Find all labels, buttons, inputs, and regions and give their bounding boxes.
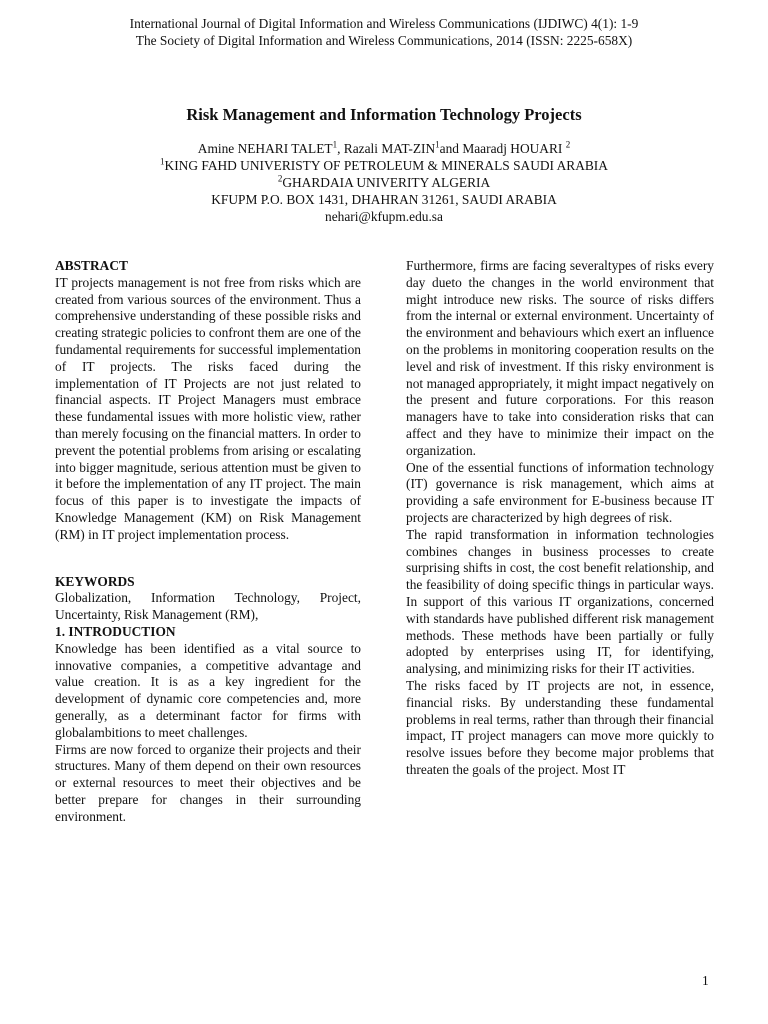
- postal-address: KFUPM P.O. BOX 1431, DHAHRAN 31261, SAUDI ARABIA: [211, 192, 557, 207]
- right-paragraph-2: One of the essential functions of information technology (IT) governance is risk management, which aims at providing a safe environment for E-business because IT projects are characterized by high degrees of risk.: [406, 459, 714, 525]
- affiliation-1: [0, 157, 768, 174]
- abstract-text: IT projects management is not free from risks which are created from various sources of the environment. Thus a comprehensive understanding of these possible risks and creating strategic policies to confront them are one of the fundamental requirements for successful implementation of IT projects. The risks faced during the implementation of IT Projects are not just related to financial aspects. IT Project Managers must embrace these fundamental issues with more holistic view, rather than merely focusing on the financial matters. In order to prevent the potential problems from arising or escalating into bigger magnitude, serious attention must be given to it before the implementation of any IT project. The main focus of this paper is to investigate the impacts of Knowledge Management (KM) on Risk Management (RM) in IT project implementation process.: [55, 274, 362, 542]
- right-paragraph-3: The rapid transformation in information technologies combines changes in business processes to create surprising shifts in cost, the cost benefit relationship, and the feasibility of doing specific things in particular ways. In support of this various IT organizations, concerned with standards have published different risk management methods. These methods have been partially or fully adopted by enterprises using IT, for identifying, analysing, and minimizing risks for their IT activities.: [406, 526, 714, 677]
- affiliation-2: [0, 174, 768, 191]
- right-paragraph-4: The risks faced by IT projects are not, in essence, financial risks. By understanding these fundamental problems in real terms, rather than through their financial impact, IT project managers can move more quickly to resolve issues before they become major problems that threaten the goals of the project. Most IT: [406, 677, 714, 777]
- keywords-text: Globalization, Information Technology, Project, Uncertainty, Risk Management (RM),: [55, 590, 361, 623]
- affiliation-1-mark: 1: [160, 156, 165, 167]
- affiliation-2-text: GHARDAIA UNIVERITY ALGERIA: [282, 175, 491, 190]
- author-1: Amine NEHARI TALET: [197, 141, 333, 156]
- author-email: nehari@kfupm.edu.sa: [325, 209, 443, 224]
- keywords-heading: KEYWORDS: [55, 573, 135, 589]
- abstract-heading: ABSTRACT: [55, 258, 128, 273]
- affiliation-1-text: KING FAHD UNIVERISTY OF PETROLEUM & MINERALS SAUDI ARABIA: [164, 158, 608, 173]
- author-2-affiliation-mark: 1: [435, 139, 440, 150]
- right-column: [406, 258, 714, 779]
- author-3-affiliation-mark: 2: [565, 139, 571, 150]
- author-names: [0, 140, 768, 157]
- author-3: and Maaradj HOUARI: [439, 141, 566, 156]
- right-paragraph-1: Furthermore, firms are facing severaltypes of risks every day dueto the changes in the world environment that might introduce new risks. The source of risks differs from the internal or external environment. Uncertainty of the environment and behaviours which exert an influence on the problems in monitoring cooperation results on the level and risk of investment. If this risky environment is not managed appropriately, it might impact negatively on the present and future corporations. For this reason managers have to take into consideration risks that can affect and they have to minimize their impact on the organization.: [406, 258, 714, 458]
- page-number: 1: [702, 973, 709, 988]
- journal-header-line2: The Society of Digital Information and Wireless Communications, 2014 (ISSN: 2225-658X): [135, 33, 633, 48]
- left-column: [55, 258, 361, 826]
- introduction-paragraph-2: Firms are now forced to organize their projects and their structures. Many of them depend on their own resources or external resources to meet their objectives and be better prepare for changes in their surrounding environment.: [55, 741, 361, 824]
- introduction-heading: 1. INTRODUCTION: [55, 623, 176, 639]
- paper-title: Risk Management and Information Technology Projects: [186, 105, 582, 124]
- journal-header-line1: International Journal of Digital Information and Wireless Communications (IJDIWC) 4(1): 1-9: [129, 16, 639, 31]
- author-1-affiliation-mark: 1: [332, 139, 338, 150]
- author-block: [0, 140, 768, 225]
- affiliation-2-mark: 2: [277, 173, 283, 184]
- introduction-paragraph-1: Knowledge has been identified as a vital source to innovative companies, a competitive advantage and value creation. It is as a key ingredient for the development of dynamic core competencies and, more generally, as a determinant factor for firms with globalambitions to meet challenges.: [55, 640, 361, 740]
- author-2: , Razali MAT-ZIN: [337, 141, 436, 156]
- journal-header: [0, 15, 768, 49]
